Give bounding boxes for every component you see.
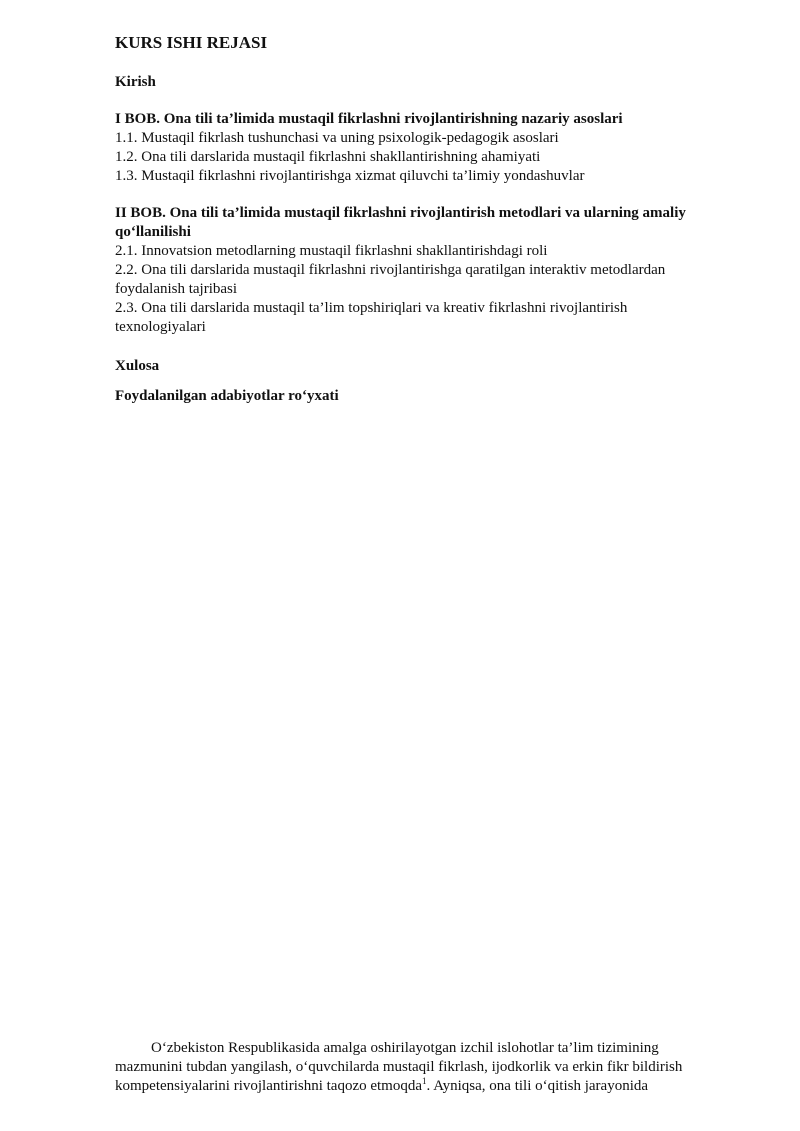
chapter-2 [115,204,735,337]
intro-heading: Kirish [115,74,156,90]
toc-item-1-1: 1.1. Mustaqil fikrlash tushunchasi va uning psixologik-pedagogik asoslari [115,130,559,146]
chapter-1-heading: I BOB. Ona tili ta’limida mustaqil fikrlashni rivojlantirishning nazariy asoslari [115,111,623,127]
references-heading: Foydalanilgan adabiyotlar ro‘yxati [115,388,339,404]
conclusion-heading: Xulosa [115,358,160,374]
toc-item-2-2: 2.2. Ona tili darslarida mustaqil fikrlashni rivojlantirishga qaratilgan interaktiv metodlardan [115,262,666,278]
toc-item-2-3-cont: texnologiyalari [115,319,206,335]
toc-item-2-2-cont: foydalanish tajribasi [115,281,238,297]
toc-item-2-1: 2.1. Innovatsion metodlarning mustaqil fikrlashni shakllantirishdagi roli [115,243,548,259]
toc-item-1-2: 1.2. Ona tili darslarida mustaqil fikrlashni shakllantirishning ahamiyati [115,149,541,165]
body-line-1: O‘zbekiston Respublikasida amalga oshirilayotgan izchil islohotlar ta’lim tizimining [151,1040,659,1056]
document-title: KURS ISHI REJASI [115,33,268,52]
toc-item-1-3: 1.3. Mustaqil fikrlashni rivojlantirishga xizmat qiluvchi ta’limiy yondashuvlar [115,168,585,184]
body-paragraph [115,1039,735,1096]
body-line-2: mazmunini tubdan yangilash, o‘quvchilarda mustaqil fikrlash, ijodkorlik va erkin fikr bildirish [115,1059,683,1075]
chapter-1 [115,110,735,186]
chapter-2-heading-line1: II BOB. Ona tili ta’limida mustaqil fikrlashni rivojlantirish metodlari va ularning amaliy [115,205,686,221]
chapter-2-heading-line2: qo‘llanilishi [115,224,191,240]
toc-item-2-3: 2.3. Ona tili darslarida mustaqil ta’lim topshiriqlari va kreativ fikrlashni rivojlantirish [115,300,628,316]
footnote-mark: 1 [422,1076,427,1086]
body-line-3: kompetensiyalarini rivojlantirishni taqozo etmoqda$^1$. Ayniqsa, ona tili o‘qitish jarayonida [115,1076,649,1094]
